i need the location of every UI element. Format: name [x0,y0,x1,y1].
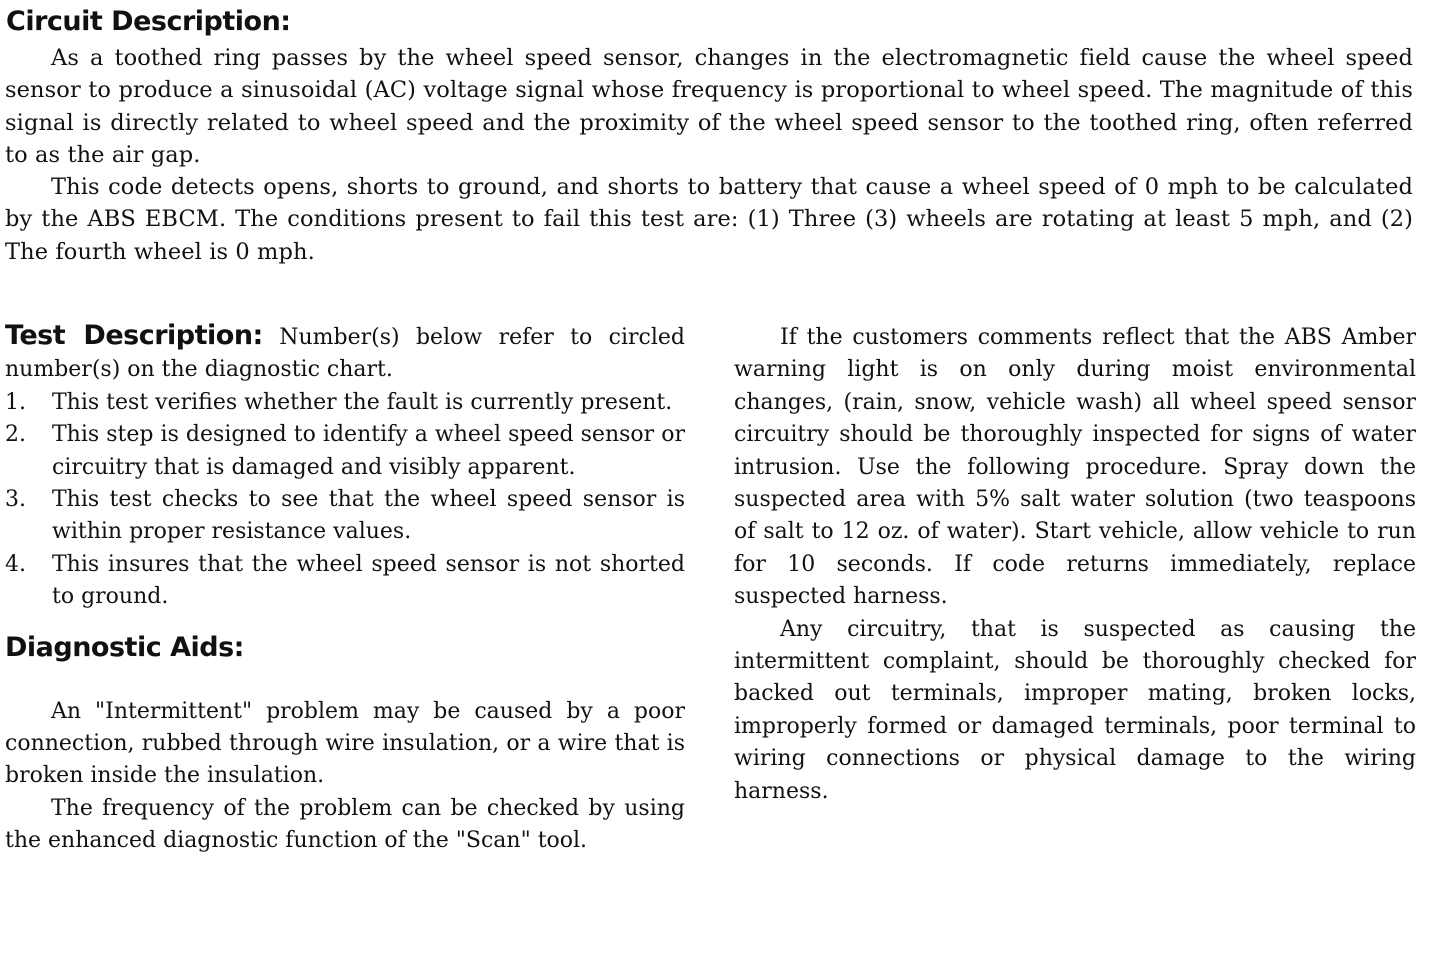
diagnostic-aids-heading: Diagnostic Aids: [5,631,244,663]
step-number: 4. [5,551,26,577]
right-column [734,322,1416,808]
circuit-description-heading: Circuit Description: [6,6,291,37]
test-steps-list [5,387,685,614]
circuitry-paragraph: Any circuitry, that is suspected as causing the intermittent complaint, should be thoroughly checked for backed out terminals, improper mating, broken locks, improperly formed or damaged terminals, poor terminal to wiring connections or physical damage to the wiring harness. [734,616,1416,804]
step-text: This step is designed to identify a wheel speed sensor or circuitry that is damaged and visibly apparent. [52,422,685,480]
test-step [5,387,685,419]
step-number: 1. [5,389,26,415]
test-step [5,549,685,614]
diagnostic-paragraph: The frequency of the problem can be checked by using the enhanced diagnostic function of the "Scan" tool. [5,795,685,854]
step-number: 3. [5,487,26,513]
test-step [5,419,685,484]
test-description-header-line [5,320,685,387]
circuit-paragraph: As a toothed ring passes by the wheel speed sensor, changes in the electromagnetic field cause the wheel speed sensor to produce a sinusoidal (AC) voltage signal whose frequency is proportional to wheel speed. The magnitude of this signal is directly related to wheel speed and the proximity of the wheel speed sensor to the toothed ring, often referred to as the air gap. [5,45,1413,168]
test-step [5,484,685,549]
step-text: This test verifies whether the fault is currently present. [52,389,673,415]
circuit-paragraph: This code detects opens, shorts to ground, and shorts to battery that cause a wheel speed of 0 mph to be calculated by the ABS EBCM. The conditions present to fail this test are: (1) Three (3) wheels are rotating at least 5 mph, and (2) The fourth wheel is 0 mph. [5,174,1413,265]
step-number: 2. [5,422,26,448]
test-description-intro: Number(s) below refer to circled number(s) on the diagnostic chart. [5,325,685,383]
test-description-heading: Test Description: [5,320,263,351]
moisture-paragraph: If the customers comments reflect that the ABS Amber warning light is on only during moist environmental changes, (rain, snow, vehicle wash) all wheel speed sensor circuitry should be thoroughly inspected for signs of water intrusion. Use the following procedure. Spray down the suspected area with 5% salt water solution (two teaspoons of salt to 12 oz. of water). Start vehicle, allow vehicle to run for 10 seconds. If code returns immediately, replace suspected harness. [734,325,1416,610]
step-text: This test checks to see that the wheel speed sensor is within proper resistance values. [52,487,685,545]
left-column [5,320,685,858]
circuit-description-body [5,42,1413,268]
diagnostic-paragraph: An "Intermittent" problem may be caused by a poor connection, rubbed through wire insulation, or a wire that is broken inside the insulation. [5,698,685,789]
step-text: This insures that the wheel speed sensor is not shorted to ground. [52,551,685,610]
